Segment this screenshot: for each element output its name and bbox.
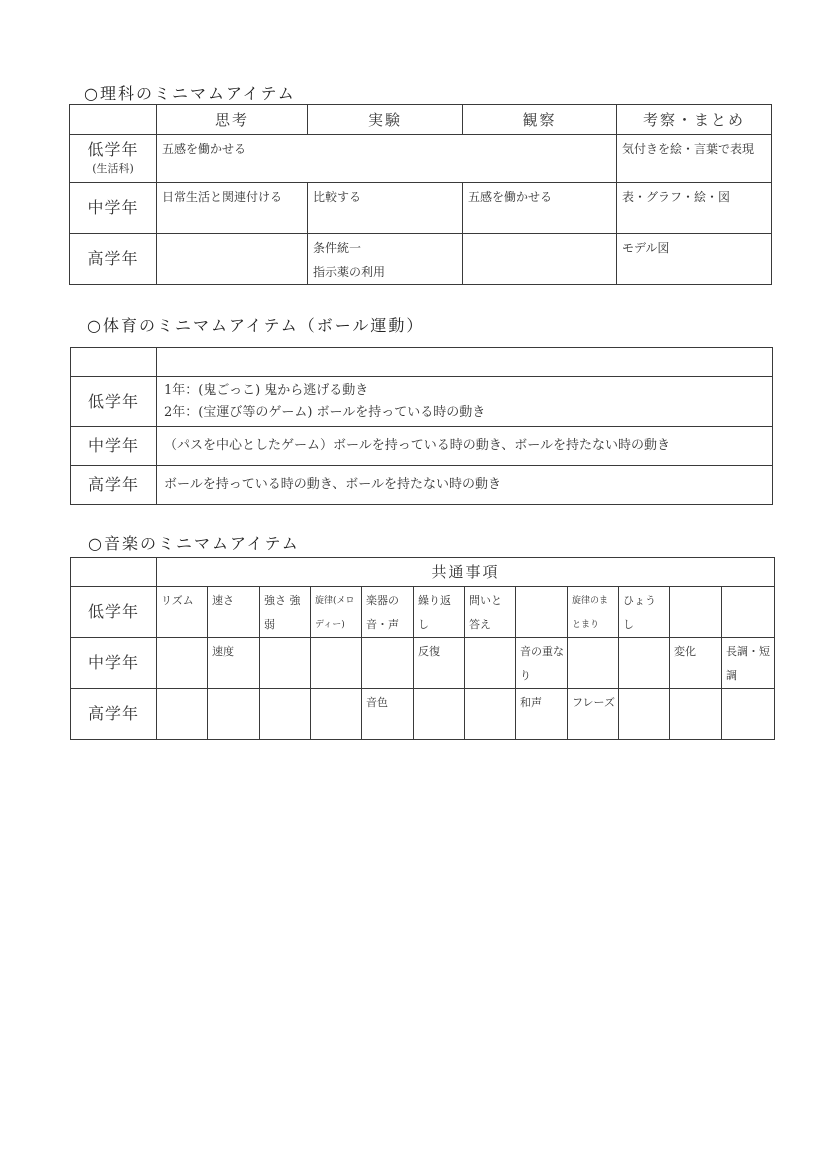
music-cell: 旋律(メロディー) <box>311 587 362 638</box>
music-cell: 音の重なり <box>516 638 568 689</box>
science-header-observation: 観察 <box>463 105 617 135</box>
music-cell <box>311 689 362 740</box>
music-cell <box>362 638 414 689</box>
music-header-blank <box>71 558 157 587</box>
grade-label <box>70 135 157 183</box>
grade-name: 低学年 <box>87 139 139 159</box>
science-cell-consideration: 表・グラフ・絵・図 <box>617 183 772 234</box>
pe-header-blank <box>157 348 773 377</box>
table-row <box>70 135 772 183</box>
science-cell-experiment <box>308 234 463 285</box>
music-cell <box>670 689 722 740</box>
music-cell: 速さ <box>208 587 260 638</box>
science-cell-thinking: 日常生活と関連付ける <box>157 183 308 234</box>
music-cell: 楽器の音・声 <box>362 587 414 638</box>
pe-line: 1年：(鬼ごっこ) 鬼から逃げる動き <box>164 382 369 398</box>
grade-label: 中学年 <box>70 183 157 234</box>
music-cell <box>208 689 260 740</box>
music-header-row <box>71 558 775 587</box>
music-cell <box>260 638 311 689</box>
music-table <box>70 557 775 740</box>
pe-cell: （パスを中心としたゲーム）ボールを持っている時の動き、ボールを持たない時の動き <box>157 427 773 466</box>
pe-section-title: ○体育のミニマムアイテム（ボール運動） <box>87 316 425 335</box>
music-section-title: ○音楽のミニマムアイテム <box>88 534 300 553</box>
pe-table <box>70 347 773 505</box>
grade-label: 高学年 <box>70 234 157 285</box>
grade-label: 低学年 <box>71 587 157 638</box>
music-cell <box>311 638 362 689</box>
music-cell: 和声 <box>516 689 568 740</box>
science-cell-thinking <box>157 234 308 285</box>
music-cell <box>722 587 775 638</box>
pe-header-row <box>71 348 773 377</box>
music-cell: リズム <box>157 587 208 638</box>
music-cell <box>722 689 775 740</box>
experiment-line: 条件統一 <box>313 241 362 255</box>
science-header-experiment: 実験 <box>308 105 463 135</box>
music-cell: 変化 <box>670 638 722 689</box>
music-cell: 強さ 強弱 <box>260 587 311 638</box>
science-cell-observation: 五感を働かせる <box>463 183 617 234</box>
music-cell <box>619 689 670 740</box>
grade-label: 低学年 <box>71 377 157 427</box>
music-cell <box>157 638 208 689</box>
pe-cell: ボールを持っている時の動き、ボールを持たない時の動き <box>157 466 773 505</box>
science-header-blank <box>70 105 157 135</box>
pe-line: 2年：(宝運び等のゲーム) ボールを持っている時の動き <box>164 404 486 420</box>
pe-header-blank <box>71 348 157 377</box>
science-header-thinking: 思考 <box>157 105 308 135</box>
music-cell <box>465 638 516 689</box>
table-row <box>71 377 773 427</box>
music-cell: 問いと答え <box>465 587 516 638</box>
grade-label: 高学年 <box>71 689 157 740</box>
table-row <box>70 234 772 285</box>
music-cell: 旋律のまとまり <box>568 587 619 638</box>
table-row <box>71 427 773 466</box>
music-cell <box>157 689 208 740</box>
music-cell <box>414 689 465 740</box>
table-row <box>71 638 775 689</box>
table-row <box>71 466 773 505</box>
music-cell: 反復 <box>414 638 465 689</box>
science-header-consideration: 考察・まとめ <box>617 105 772 135</box>
music-cell <box>568 638 619 689</box>
music-cell <box>465 689 516 740</box>
science-cell-consideration: 気付きを絵・言葉で表現 <box>617 135 772 183</box>
experiment-line: 指示薬の利用 <box>313 265 386 279</box>
science-section-title: ○理科のミニマムアイテム <box>84 84 296 103</box>
grade-label: 中学年 <box>71 638 157 689</box>
music-cell <box>619 638 670 689</box>
music-cell: ひょうし <box>619 587 670 638</box>
science-cell-observation <box>463 234 617 285</box>
music-cell <box>260 689 311 740</box>
grade-subject-note: (生活科) <box>92 161 134 175</box>
table-row <box>71 587 775 638</box>
table-row <box>70 183 772 234</box>
science-table <box>69 104 772 285</box>
science-cell-experiment: 比較する <box>308 183 463 234</box>
music-cell: 繰り返し <box>414 587 465 638</box>
music-cell: 速度 <box>208 638 260 689</box>
table-row <box>71 689 775 740</box>
music-cell: 長調・短調 <box>722 638 775 689</box>
science-cell-consideration: モデル図 <box>617 234 772 285</box>
music-cell <box>516 587 568 638</box>
music-common-header: 共通事項 <box>157 558 775 587</box>
music-cell: 音色 <box>362 689 414 740</box>
grade-label: 中学年 <box>71 427 157 466</box>
music-cell: フレーズ <box>568 689 619 740</box>
pe-cell <box>157 377 773 427</box>
grade-label: 高学年 <box>71 466 157 505</box>
science-header-row <box>70 105 772 135</box>
science-cell-thinking: 五感を働かせる <box>157 135 617 183</box>
music-cell <box>670 587 722 638</box>
